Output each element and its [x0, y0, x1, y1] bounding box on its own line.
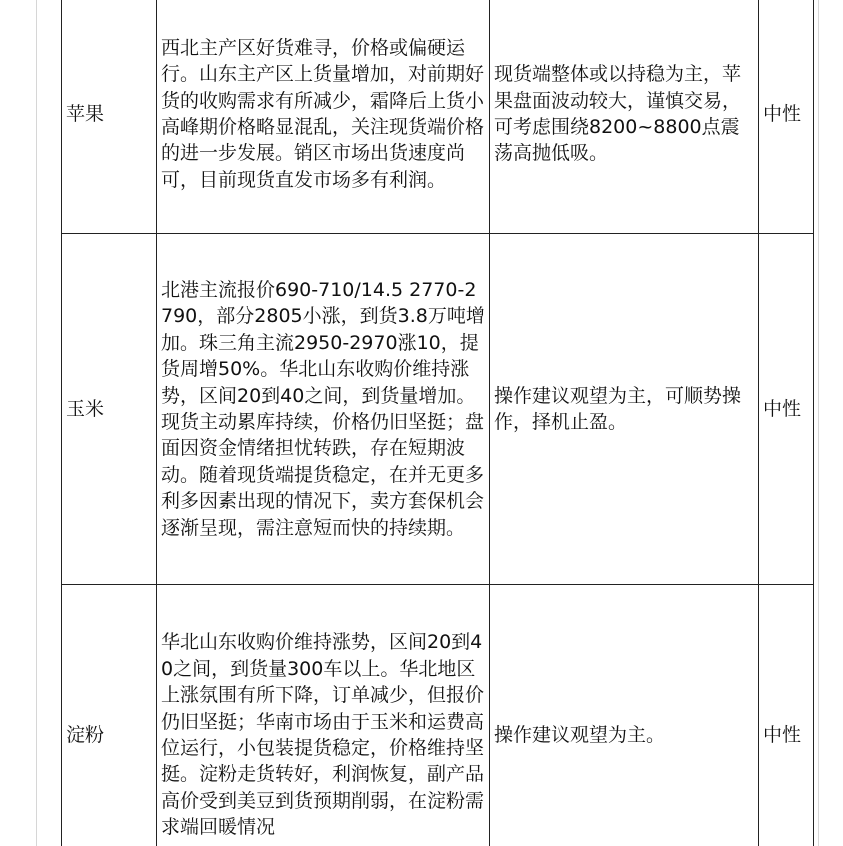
advice-cell — [490, 0, 759, 234]
advice-cell — [490, 585, 759, 846]
analysis-cell — [157, 585, 490, 846]
commodity-name: 苹果 — [66, 102, 105, 125]
analysis-text: 华北山东收购价维持涨势，区间20到40之间，到货量300车以上。华北地区上涨氛围有所下降，订单减少，但报价仍旧坚挺；华南市场由于玉米和运费高位运行，小包装提货稳定，价格维持坚挺。淀粉走货转好，利润恢复，副产品高价受到美豆到货预期削弱，在淀粉需求端回暖情况 — [161, 631, 485, 839]
rating-text: 中性 — [763, 723, 802, 746]
rating-text: 中性 — [763, 397, 802, 420]
table-row — [62, 234, 814, 585]
page-margin-line-right — [818, 0, 819, 846]
analysis-text: 西北主产区好货难寻，价格或偏硬运行。山东主产区上货量增加，对前期好货的收购需求有所减少，霜降后上货小高峰期价格略显混乱，关注现货端价格的进一步发展。销区市场出货速度尚可，目前现货直发市场多有利润。 — [161, 36, 485, 191]
rating-cell — [759, 234, 814, 585]
advice-text: 现货端整体或以持稳为主，苹果盘面波动较大，谨慎交易，可考虑围绕8200~8800点震荡高抛低吸。 — [494, 63, 742, 165]
table-row — [62, 0, 814, 234]
analysis-text: 北港主流报价690-710/14.5 2770-2790，部分2805小涨，到货3.8万吨增加。珠三角主流2950-2970涨10，提货周增50%。华北山东收购价维持涨势，区间20到40之间，到货量增加。现货主动累库持续，价格仍旧坚挺；盘面因资金情绪担忧转跌，存在短期波动。随着现货端提货稳定，在并无更多利多因素出现的情况下，卖方套保机会逐渐呈现，需注意短而快的持续期。 — [161, 278, 485, 539]
advice-text: 操作建议观望为主，可顺势操作，择机止盈。 — [494, 384, 742, 433]
analysis-cell — [157, 0, 490, 234]
market-analysis-table — [61, 0, 814, 846]
rating-text: 中性 — [763, 102, 802, 125]
advice-text: 操作建议观望为主。 — [494, 723, 666, 746]
analysis-cell — [157, 234, 490, 585]
commodity-name-cell — [62, 585, 157, 846]
page-margin-line — [36, 0, 37, 846]
commodity-name-cell — [62, 0, 157, 234]
table-row — [62, 585, 814, 846]
rating-cell — [759, 585, 814, 846]
commodity-name: 玉米 — [66, 397, 105, 420]
commodity-name-cell — [62, 234, 157, 585]
rating-cell — [759, 0, 814, 234]
advice-cell — [490, 234, 759, 585]
commodity-name: 淀粉 — [66, 723, 105, 746]
